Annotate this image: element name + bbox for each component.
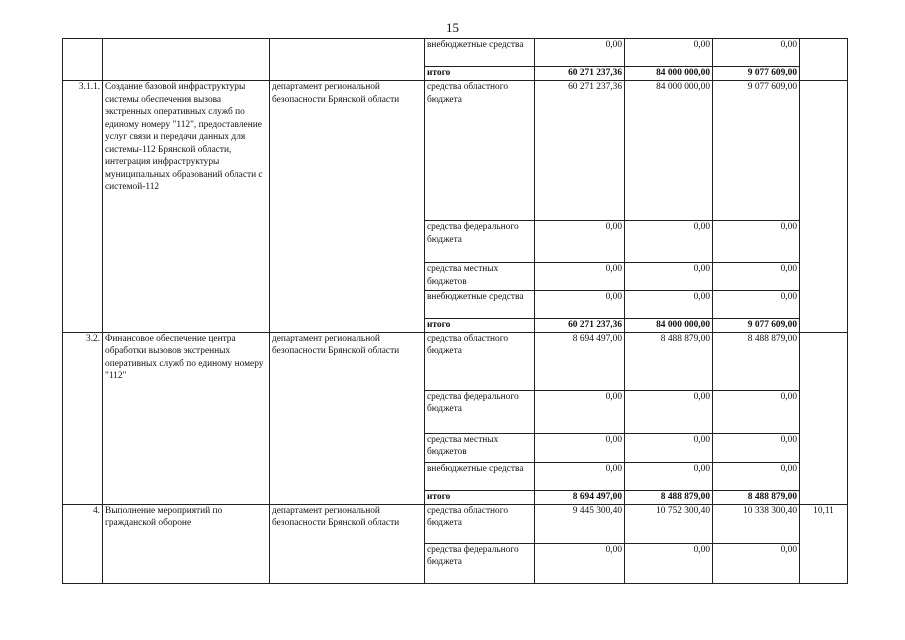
row-code: 3.1.1. (63, 81, 103, 333)
funding-source: средства федерального бюджета (425, 221, 535, 263)
funding-source: внебюджетные средства (425, 291, 535, 319)
amount-year-2: 0,00 (625, 291, 713, 319)
measure-name: Создание базовой инфраструктуры системы обеспечения вызова экстренных оперативных служб по единому номеру "112", предоставление услуг связи и передачи данных для системы-112 Брянской области, интеграция инфраструктуры муниципальных образований области с системой-112 (103, 81, 270, 333)
budget-table (62, 38, 848, 584)
amount-year-3: 0,00 (713, 390, 800, 433)
funding-source: средства областного бюджета (425, 81, 535, 221)
amount-year-3: 9 077 609,00 (713, 319, 800, 333)
amount-year-1: 60 271 237,36 (535, 81, 625, 221)
amount-year-2: 0,00 (625, 221, 713, 263)
funding-source: итого (425, 319, 535, 333)
executor: департамент региональной безопасности Брянской области (270, 332, 425, 504)
amount-year-2: 84 000 000,00 (625, 81, 713, 221)
amount-year-3: 0,00 (713, 263, 800, 291)
amount-year-2: 84 000 000,00 (625, 319, 713, 333)
amount-year-1: 60 271 237,36 (535, 319, 625, 333)
amount-year-3: 0,00 (713, 39, 800, 67)
amount-year-3: 0,00 (713, 291, 800, 319)
amount-year-2: 10 752 300,40 (625, 504, 713, 543)
amount-year-1: 60 271 237,36 (535, 67, 625, 81)
amount-year-3: 8 488 879,00 (713, 490, 800, 504)
amount-year-1: 0,00 (535, 433, 625, 462)
amount-year-2: 0,00 (625, 462, 713, 490)
table-row (63, 332, 848, 390)
funding-source: итого (425, 67, 535, 81)
amount-year-2: 8 488 879,00 (625, 332, 713, 390)
amount-year-1: 9 445 300,40 (535, 504, 625, 543)
row-code: 4. (63, 504, 103, 583)
measure-name (103, 39, 270, 81)
amount-year-3: 10 338 300,40 (713, 504, 800, 543)
indicator-ref (800, 39, 848, 81)
funding-source: внебюджетные средства (425, 462, 535, 490)
amount-year-3: 0,00 (713, 433, 800, 462)
indicator-ref: 10,11 (800, 504, 848, 583)
amount-year-1: 0,00 (535, 462, 625, 490)
amount-year-2: 0,00 (625, 39, 713, 67)
amount-year-1: 0,00 (535, 221, 625, 263)
indicator-ref (800, 332, 848, 504)
funding-source: средства федерального бюджета (425, 390, 535, 433)
executor (270, 39, 425, 81)
executor: департамент региональной безопасности Брянской области (270, 504, 425, 583)
funding-source: средства областного бюджета (425, 504, 535, 543)
amount-year-2: 0,00 (625, 390, 713, 433)
funding-source: средства областного бюджета (425, 332, 535, 390)
funding-source: средства местных бюджетов (425, 433, 535, 462)
amount-year-1: 8 694 497,00 (535, 332, 625, 390)
amount-year-1: 0,00 (535, 263, 625, 291)
amount-year-2: 8 488 879,00 (625, 490, 713, 504)
amount-year-2: 0,00 (625, 543, 713, 583)
table-row (63, 504, 848, 543)
measure-name: Финансовое обеспечение центра обработки вызовов экстренных оперативных служб по единому номеру "112" (103, 332, 270, 504)
amount-year-3: 0,00 (713, 462, 800, 490)
amount-year-1: 8 694 497,00 (535, 490, 625, 504)
amount-year-3: 0,00 (713, 221, 800, 263)
amount-year-3: 9 077 609,00 (713, 67, 800, 81)
amount-year-1: 0,00 (535, 291, 625, 319)
amount-year-1: 0,00 (535, 39, 625, 67)
amount-year-2: 0,00 (625, 433, 713, 462)
funding-source: итого (425, 490, 535, 504)
amount-year-3: 0,00 (713, 543, 800, 583)
table-row (63, 81, 848, 221)
funding-source: средства федерального бюджета (425, 543, 535, 583)
indicator-ref (800, 81, 848, 333)
row-code: 3.2. (63, 332, 103, 504)
amount-year-2: 0,00 (625, 263, 713, 291)
executor: департамент региональной безопасности Брянской области (270, 81, 425, 333)
page-number: 15 (446, 20, 459, 35)
amount-year-3: 8 488 879,00 (713, 332, 800, 390)
row-code (63, 39, 103, 81)
amount-year-1: 0,00 (535, 390, 625, 433)
table-row (63, 39, 848, 67)
measure-name: Выполнение мероприятий по гражданской обороне (103, 504, 270, 583)
amount-year-3: 9 077 609,00 (713, 81, 800, 221)
amount-year-1: 0,00 (535, 543, 625, 583)
funding-source: средства местных бюджетов (425, 263, 535, 291)
amount-year-2: 84 000 000,00 (625, 67, 713, 81)
funding-source: внебюджетные средства (425, 39, 535, 67)
